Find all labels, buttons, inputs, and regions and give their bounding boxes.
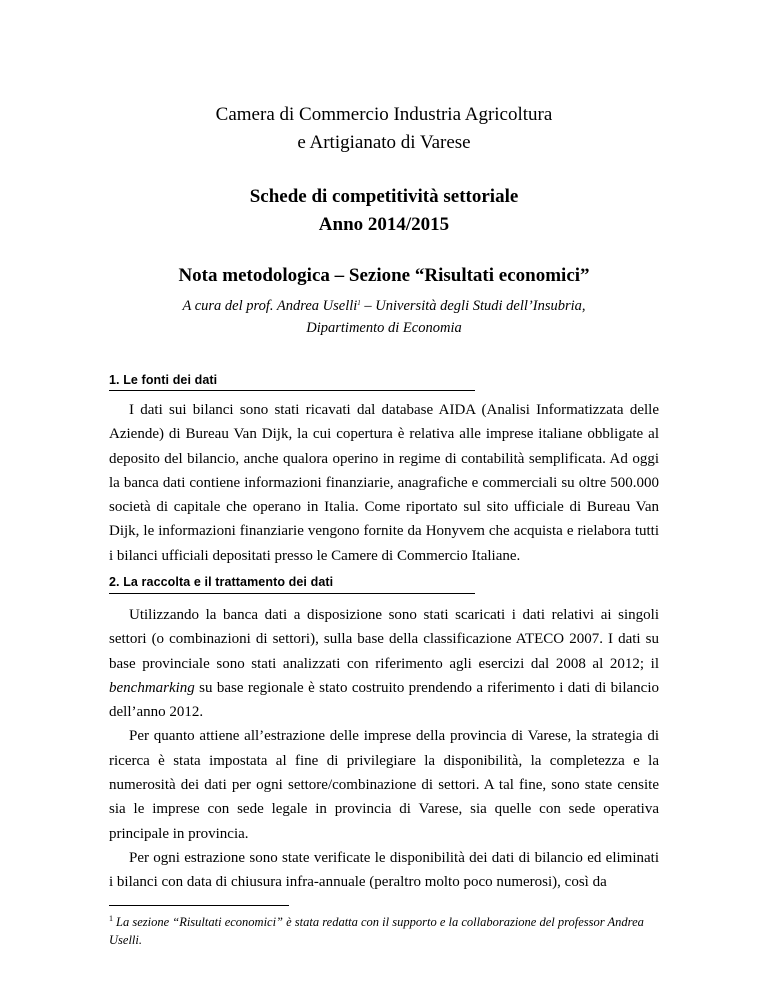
institution-line-2: e Artigianato di Varese xyxy=(297,132,471,153)
section-heading-1: 1. Le fonti dei dati xyxy=(109,373,218,387)
emphasis-benchmarking: benchmarking xyxy=(109,679,195,696)
byline-line-1 xyxy=(0,292,768,317)
footnote-number: 1 xyxy=(109,914,113,923)
footnote-divider xyxy=(109,905,289,906)
paragraph: Per ogni estrazione sono state verificate le disponibilità dei dati di bilancio ed eliminati i bilanci con data di chiusura infra-annuale (peraltro molto poco numerosi), così da xyxy=(109,849,659,891)
byline-university: – Università degli Studi dell’Insubria, xyxy=(360,298,586,314)
author-byline xyxy=(0,292,768,339)
paragraph: Per quanto attiene all’estrazione delle imprese della provincia di Varese, la strategia di ricerca è stata impostata al fine di privilegiare la disponibilità, la completezza e la numerosità dei dati per ogni settore/combinazione di settori. A tal fine, sono state censite sia le imprese con sede legale in provincia di Varese, sia quelle con sede operativa principale in provincia. xyxy=(109,728,659,842)
paragraph: I dati sui bilanci sono stati ricavati dal database AIDA (Analisi Informatizzata delle Aziende) di Bureau Van Dijk, la cui copertura è relativa alle imprese italiane obbligate al deposito del bilancio, anche qualora operino in regime di contabilità semplificata. Ad oggi la banca dati contiene informazioni finanziarie, anagrafiche e commerciali su oltre 500.000 società di capitale che operano in Italia. Come riportato sul sito ufficiale di Bureau Van Dijk, le informazioni finanziarie vengono fornite da Honyvem che acquista e rielabora tutti i bilanci ufficiali depositati presso le Camere di Commercio Italiane. xyxy=(109,402,659,564)
footnote-text: La sezione “Risultati economici” è stata redatta con il supporto e la collaborazione del professor Andrea Uselli. xyxy=(109,915,644,947)
paragraph xyxy=(109,603,659,724)
section-divider-1 xyxy=(109,390,475,391)
section-heading-2: 2. La raccolta e il trattamento dei dati xyxy=(109,575,334,589)
footnote-reference: 1 xyxy=(357,299,361,307)
section-body-1 xyxy=(109,398,659,568)
nota-title: Nota metodologica – Sezione “Risultati economici” xyxy=(178,265,590,286)
section-body-2 xyxy=(109,603,659,895)
byline-line-2: Dipartimento di Economia xyxy=(306,320,462,336)
byline-author: A cura del prof. Andrea Uselli xyxy=(182,298,358,314)
title-line-2: Anno 2014/2015 xyxy=(318,214,450,235)
institution-name xyxy=(0,101,768,157)
paragraph-text: Utilizzando la banca dati a disposizione sono stati scaricati i dati relativi ai singoli settori (o combinazioni di settori), sulla base della classificazione ATECO 2007. I dati su base provinciale sono stati analizzati con riferimento agli esercizi dal 2008 al 2012; il xyxy=(109,607,659,672)
paragraph-text: su base regionale è stato costruito prendendo a riferimento i dati di bilancio dell’anno 2012. xyxy=(109,679,659,721)
section-divider-2 xyxy=(109,593,475,594)
institution-line-1: Camera di Commercio Industria Agricoltura xyxy=(215,104,553,125)
title-line-1: Schede di competitività settoriale xyxy=(249,186,519,207)
document-title xyxy=(0,183,768,239)
footnote xyxy=(109,910,659,949)
